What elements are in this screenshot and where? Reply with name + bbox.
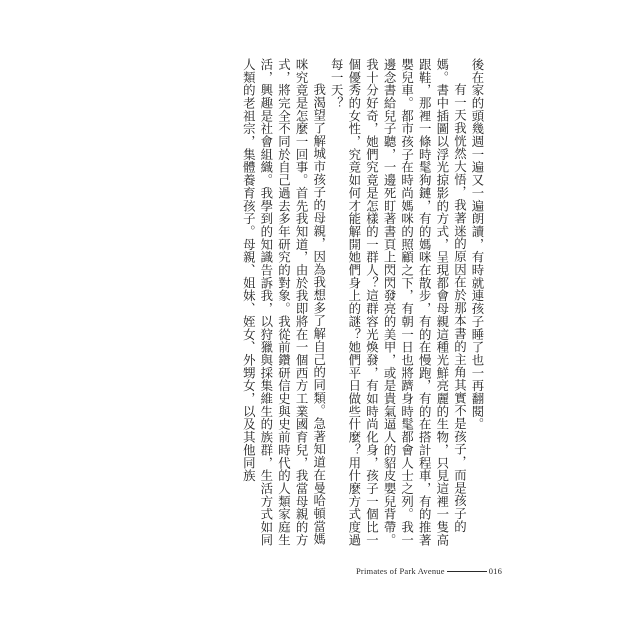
paragraph: 我渴望了解城市孩子的母親，因為我想多了解自己的同類。急著知道在曼哈頓當媽咪究竟是怎麼一回事。首先我知道，由於我即將在一個西方工業國育兒，我當母親的方式，將完全不同於自己過去多年研究的對象。我從前鑽研信史與史前時代的人類家庭生活，興趣是社會組織。我學到的知識告訴我，以狩獵與採集維生的族群，生活方式如同人類的老祖宗，集體養育孩子。母親、姐妹、姪女、外甥女，以及其他同族 [241, 58, 327, 547]
paragraph-continued: 後在家的頭幾週一遍又一遍朗讀，有時就連孩子睡了也一再翻閱。 [470, 58, 485, 431]
footer-rule [447, 571, 487, 572]
body-text [240, 58, 486, 558]
page-number: 016 [488, 566, 503, 576]
page-footer [356, 566, 502, 576]
paragraph: 有一天我恍然大悟，我著迷的原因在於那本書的主角其實不是孩子，而是孩子的媽。書中插圖以浮光掠影的方式，呈現都會母親這種光鮮亮麗的生物，只見這裡一隻高跟鞋，那裡一條時髦狗鏈，有的媽咪在散步，有的在慢跑，有的在搭計程車，有的推著嬰兒車。都市孩子在時尚媽咪的照顧之下，有朝一日也將躋身時髦都會人士之列。我一邊念書給兒子聽，一邊死盯著書頁上閃閃發亮的美甲，或是貴氣逼人的貂皮嬰兒背帶。我十分好奇，她們究竟是怎樣的一群人？這群容光煥發，有如時尚化身，孩子一個比一個優秀的女性，究竟如何才能解開她們身上的謎？她們平日做些什麼？用什麼方式度過每一天？ [329, 58, 468, 547]
running-title: Primates of Park Avenue [356, 566, 445, 576]
